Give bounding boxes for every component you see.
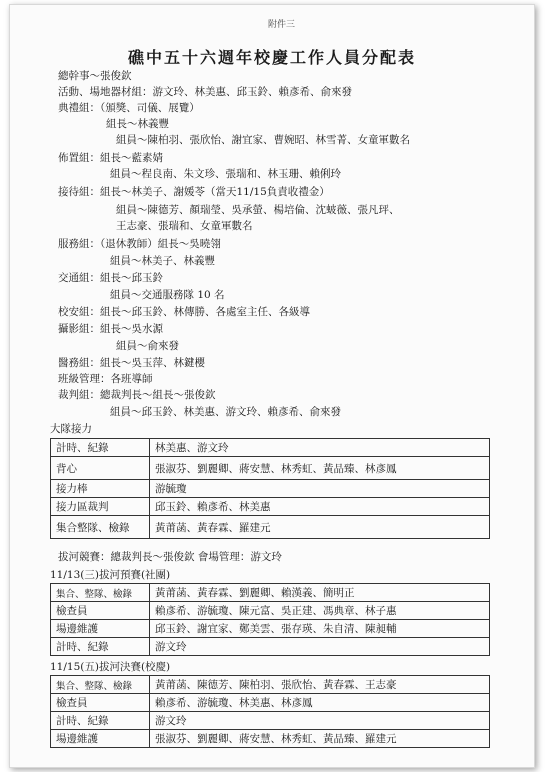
table-cell: 場邊維護 — [51, 620, 150, 638]
table-row — [51, 584, 490, 602]
table-row — [51, 498, 490, 516]
table-row — [51, 676, 490, 694]
table-cell: 賴彥希、游毓瓊、陳元富、吳正建、馮典章、林子惠 — [150, 602, 490, 620]
table-cell: 集合、整隊、檢錄 — [51, 676, 150, 694]
line-service-group: 服務組：（退休教師）組長～吳曉翎 — [58, 238, 221, 250]
line-medical-group: 醫務組：組長～吳玉萍、林鍵櫻 — [58, 357, 205, 369]
line-decoration-members: 組員～程良南、朱文珍、張瑞和、林玉珊、賴俐玲 — [110, 168, 341, 180]
line-general-manager: 總幹事～張俊欽 — [58, 70, 132, 82]
table-cell: 黃莆菡、陳德芳、陳柏羽、張欣怡、黃春霖、王志豪 — [150, 676, 490, 694]
tug-prelim-table — [50, 583, 490, 656]
line-activity-group: 活動、場地器材組：游文玲、林美惠、邱玉鈴、賴彥希、俞來發 — [58, 86, 352, 98]
line-reception-members-2: 王志豪、張瑞和、女童軍數名 — [116, 220, 253, 232]
table-cell: 林美惠、游文玲 — [150, 439, 490, 457]
table-cell: 邱玉鈴、賴彥希、林美惠 — [150, 498, 490, 516]
line-ceremony-group: 典禮組：（頒獎、司儀、展覽） — [58, 102, 200, 114]
tug-final-title: 11/15(五)拔河決賽(校慶) — [50, 661, 171, 673]
table-row — [51, 638, 490, 656]
table-cell: 背心 — [51, 457, 150, 480]
table-cell: 接力棒 — [51, 480, 150, 498]
table-cell: 游毓瓊 — [150, 480, 490, 498]
table-cell: 接力區裁判 — [51, 498, 150, 516]
table-cell: 黃莆菡、黃春霖、羅建元 — [150, 516, 490, 539]
table-row — [51, 730, 490, 748]
table-row — [51, 694, 490, 712]
table-row — [51, 457, 490, 480]
table-cell: 黃莆菡、黃春霖、劉麗卿、賴漢義、簡明正 — [150, 584, 490, 602]
page-title: 礁中五十六週年校慶工作人員分配表 — [127, 48, 416, 67]
table-row — [51, 516, 490, 539]
table-cell: 集合、整隊、檢錄 — [51, 584, 150, 602]
table-cell: 游文玲 — [150, 712, 490, 730]
line-photo-members: 組員～俞來發 — [116, 340, 179, 352]
table-row — [51, 712, 490, 730]
line-traffic-group: 交通組：組長～邱玉鈴 — [58, 272, 163, 284]
line-referee-members: 組員～邱玉鈴、林美惠、游文玲、賴彥希、俞來發 — [110, 406, 341, 418]
table-cell: 張淑芬、劉麗卿、蔣安慧、林秀虹、黃品臻、羅建元 — [150, 730, 490, 748]
relay-table — [50, 438, 490, 539]
table-cell: 計時、紀錄 — [51, 638, 150, 656]
table-cell: 場邊維護 — [51, 730, 150, 748]
table-cell: 邱玉鈴、謝宜家、鄭美雲、張存瑛、朱自清、陳昶輔 — [150, 620, 490, 638]
tug-final-table — [50, 675, 490, 748]
section-relay: 大隊接力 — [50, 423, 92, 435]
line-service-members: 組員～林美子、林義豐 — [110, 255, 215, 267]
tug-heading: 拔河競賽：總裁判長～張俊欽 會場管理：游文玲 — [58, 551, 282, 563]
line-ceremony-leader: 組長～林義豐 — [106, 118, 169, 130]
table-row — [51, 480, 490, 498]
document-page — [9, 4, 535, 768]
table-cell: 集合整隊、檢錄 — [51, 516, 150, 539]
line-photo-group: 攝影組：組長～吳水源 — [58, 323, 163, 335]
annex-label: 附件三 — [268, 20, 296, 30]
table-cell: 計時、紀錄 — [51, 712, 150, 730]
line-reception-group: 接待組：組長～林美子、謝媛苓（當天11/15負責收禮金） — [58, 186, 330, 198]
line-class-management: 班級管理：各班導師 — [58, 373, 153, 385]
line-reception-members: 組員～陳德芳、顏瑞瑩、吳承螢、楊培倫、沈蚾薇、張凡玶、 — [116, 204, 400, 216]
table-cell: 張淑芬、劉麗卿、蔣安慧、林秀虹、黃品臻、林彥鳳 — [150, 457, 490, 480]
line-safety-group: 校安組：組長～邱玉鈴、林傳勝、各處室主任、各級導 — [58, 306, 310, 318]
table-cell: 賴彥希、游毓瓊、林美惠、林彥鳳 — [150, 694, 490, 712]
table-row — [51, 620, 490, 638]
line-ceremony-members: 組員～陳柏羽、張欣怡、謝宜家、曹婉昭、林雪菁、女童軍數名 — [116, 134, 410, 146]
table-cell: 檢查員 — [51, 694, 150, 712]
line-traffic-members: 組員～交通服務隊 10 名 — [110, 289, 225, 301]
table-row — [51, 602, 490, 620]
table-cell: 計時、紀錄 — [51, 439, 150, 457]
tug-prelim-title: 11/13(三)拔河預賽(社團) — [50, 569, 171, 581]
line-referee-group: 裁判組：總裁判長～組長～張俊欽 — [58, 389, 216, 401]
line-decoration-group: 佈置組：組長～藍素婧 — [58, 152, 163, 164]
table-cell: 游文玲 — [150, 638, 490, 656]
table-row — [51, 439, 490, 457]
table-cell: 檢查員 — [51, 602, 150, 620]
